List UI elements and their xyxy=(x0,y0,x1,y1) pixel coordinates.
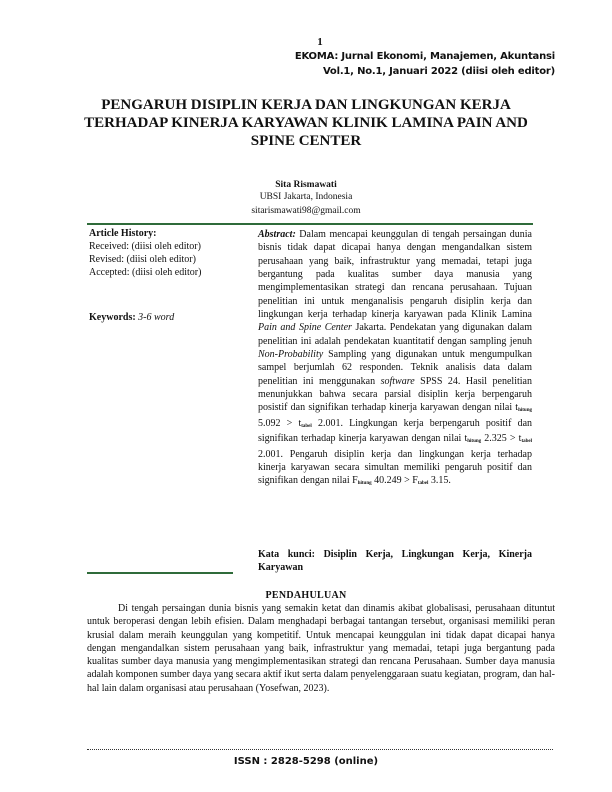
abstract-text-3: Sampling yang digunakan untuk mengumpulkan sampel berjumlah 62 responden. Teknik analisis data dalam penelitian ini menggunakan xyxy=(258,349,532,387)
abstract-text-5: 5.092 > t xyxy=(258,417,302,429)
keywords-value: 3-6 word xyxy=(138,312,175,323)
revised-date: Revised: (diisi oleh editor) xyxy=(89,254,196,265)
issn-footer: ISSN : 2828-5298 (online) xyxy=(233,756,379,767)
divider-left xyxy=(87,572,233,574)
sub-hitung: hitung xyxy=(357,481,372,487)
sub-tabel: tabel xyxy=(417,481,429,487)
sub-hitung: hitung xyxy=(467,439,482,445)
abstract-italic-2: Non-Probability xyxy=(258,349,324,361)
keywords-label: Keywords: xyxy=(89,312,136,323)
keywords-block xyxy=(89,312,174,323)
abstract-text-6: 2.001. Lingkungan kerja berpengaruh positif dan signifikan terhadap kinerja karyawan dengan nilai t xyxy=(258,417,533,445)
article-history-label: Article History: xyxy=(89,228,157,239)
abstract-text-4: SPSS 24. Hasil penelitian menunjukkan bahwa secara parsial disiplin kerja berpengaruh posistif dan signifikan terhadap kinerja karyawan dengan nilai t xyxy=(258,375,532,414)
abstract-text-7: 2.325 > t xyxy=(481,433,522,445)
abstract-italic-1: Pain and Spine Center xyxy=(258,322,352,334)
section-title: PENDAHULUAN xyxy=(265,590,347,601)
abstract-italic-3: software xyxy=(380,375,415,387)
body-paragraph: Di tengah persaingan dunia bisnis yang semakin ketat dan dinamis akibat globalisasi, perusahaan dituntut untuk beroperasi dengan lebih efisien. Dalam menghadapi berbagai tantangan tersebut, organisasi memiliki peran krusial dalam meraih keunggulan yang kompetitif. Untuk mencapai keunggulan ini tidak dapat dicapai hanya dengan mengandalkan sistem perusahaan yang baik, infrastruktur yang memadai, tetapi juga bergantung pada kualitas sumber daya manusia yang mengimplementasikan strategi dan rencana Perusahaan. Sumber daya manusia adalah komponen sumber daya yang secara aktif ikut serta dalam penyelenggaraan suatu kegiatan, program, dan hal-hal lain dalam organisasi atau perusahaan (Yosefwan, 2023). xyxy=(87,603,555,694)
received-date: Received: (diisi oleh editor) xyxy=(89,241,201,252)
journal-issue: Vol.1, No.1, Januari 2022 (diisi oleh editor) xyxy=(322,66,555,77)
page-number: 1 xyxy=(317,36,323,48)
author-affiliation: UBSI Jakarta, Indonesia xyxy=(259,192,353,202)
abstract-text-1: Dalam mencapai keunggulan di tengah persaingan dunia bisnis tidak dapat dicapai hanya dengan mengandalkan sistem perusahaan yang baik, infrastruktur yang memadai, tetapi juga bergantung pada kualitas sumber daya manusia yang mengimplementasikan strategi dan rencana perusahaan. Tujuan penelitian ini untuk menganalisis pengaruh disiplin kerja dan lingkungan kerja terhadap kinerja karyawan pada Klinik Lamina xyxy=(258,229,532,321)
abstract-text-9: 40.249 > F xyxy=(371,475,418,487)
kata-kunci: Kata kunci: Disiplin Kerja, Lingkungan Kerja, Kinerja Karyawan xyxy=(258,549,532,573)
abstract-text-8: 2.001. Pengaruh disiplin kerja dan lingkungan kerja terhadap kinerja karyawan secara simultan memiliki pengaruh positif dan signifikan dengan nilai F xyxy=(258,448,532,487)
abstract xyxy=(258,228,532,490)
accepted-date: Accepted: (diisi oleh editor) xyxy=(89,267,202,278)
abstract-text-2: Jakarta. Pendekatan yang digunakan dalam penelitian ini adalah pendekatan kuantitatif dengan sampling jenuh xyxy=(258,322,533,347)
footer-divider xyxy=(87,749,553,750)
abstract-label: Abstract: xyxy=(258,229,296,240)
sub-hitung: hitung xyxy=(518,408,532,414)
divider-top xyxy=(87,223,533,225)
sub-tabel: tabel xyxy=(521,439,532,445)
paper-title: PENGARUH DISIPLIN KERJA DAN LINGKUNGAN KERJA TERHADAP KINERJA KARYAWAN KLINIK LAMINA PAIN AND SPINE CENTER xyxy=(84,97,528,149)
author-email: sitarismawati98@gmail.com xyxy=(251,206,361,216)
abstract-text-10: 3.15. xyxy=(428,475,451,487)
author-name: Sita Rismawati xyxy=(275,180,337,190)
journal-name: EKOMA: Jurnal Ekonomi, Manajemen, Akuntansi xyxy=(294,51,555,62)
sub-tabel: tabel xyxy=(301,423,312,429)
